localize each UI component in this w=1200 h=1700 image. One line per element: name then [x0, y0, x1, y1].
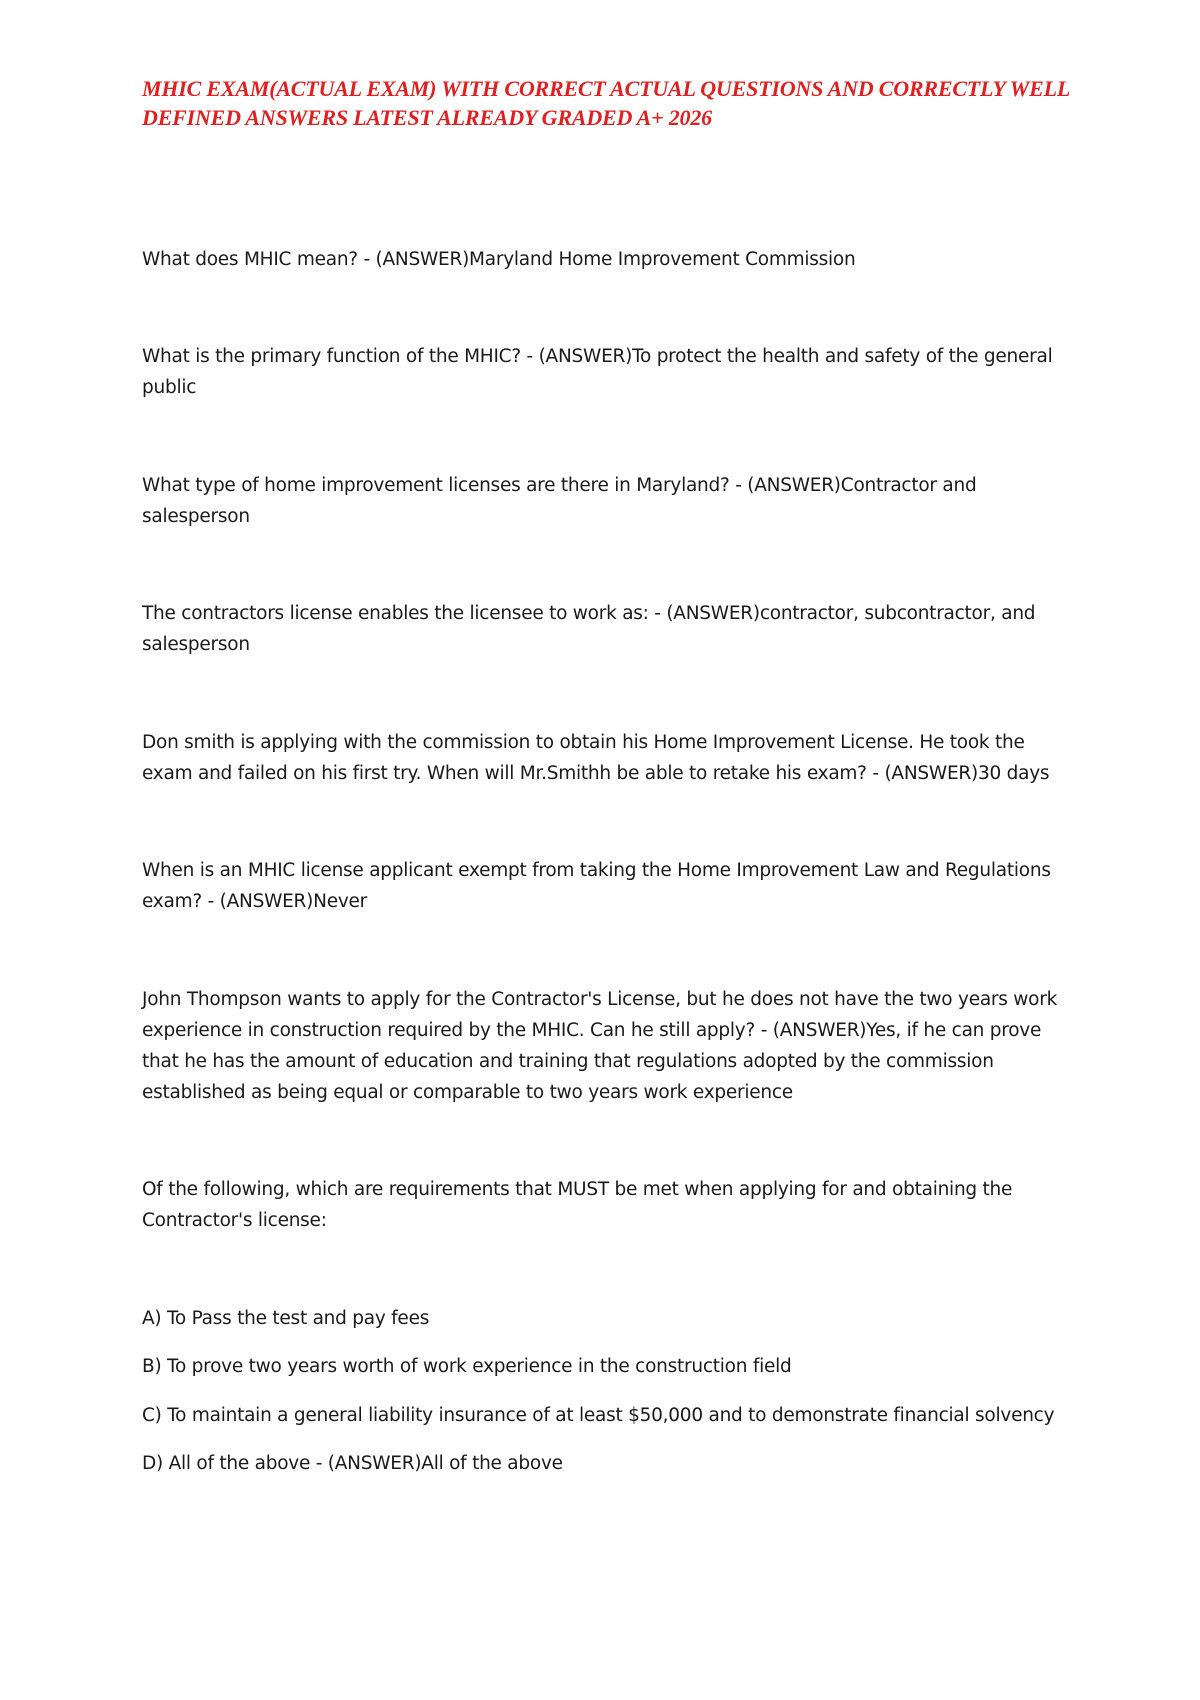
question-1: What does MHIC mean? - (ANSWER)Maryland Home Improvement Commission [142, 249, 856, 270]
option-c: C) To maintain a general liability insurance of at least $50,000 and to demonstrate financial solvency [142, 1405, 1055, 1426]
question-6: When is an MHIC license applicant exempt from taking the Home Improvement Law and Regulations exam? - (ANSWER)Never [142, 860, 1051, 912]
option-a: A) To Pass the test and pay fees [142, 1308, 430, 1329]
question-8: Of the following, which are requirements that MUST be met when applying for and obtaining the Contractor's license: [142, 1179, 1013, 1231]
option-d: D) All of the above - (ANSWER)All of the above [142, 1453, 563, 1474]
question-7: John Thompson wants to apply for the Contractor's License, but he does not have the two years work experience in construction required by the MHIC. Can he still apply? - (ANSWER)Yes, if he can prove that he has the amount of education and training that regulations adopted by the commission established as being equal or comparable to two years work experience [142, 989, 1058, 1103]
question-4: The contractors license enables the licensee to work as: - (ANSWER)contractor, subcontractor, and salesperson [142, 603, 1036, 655]
option-b: B) To prove two years worth of work experience in the construction field [142, 1356, 792, 1377]
question-5: Don smith is applying with the commission to obtain his Home Improvement License. He took the exam and failed on his first try. When will Mr.Smithh be able to retake his exam? - (ANSWER)30 days [142, 732, 1050, 784]
question-2: What is the primary function of the MHIC? - (ANSWER)To protect the health and safety of the general public [142, 346, 1053, 398]
document-title: MHIC EXAM(ACTUAL EXAM) WITH CORRECT ACTUAL QUESTIONS AND CORRECTLY WELL DEFINED ANSWERS LATEST ALREADY GRADED A+ 2026 [142, 76, 1070, 130]
question-3: What type of home improvement licenses are there in Maryland? - (ANSWER)Contractor and salesperson [142, 475, 977, 527]
